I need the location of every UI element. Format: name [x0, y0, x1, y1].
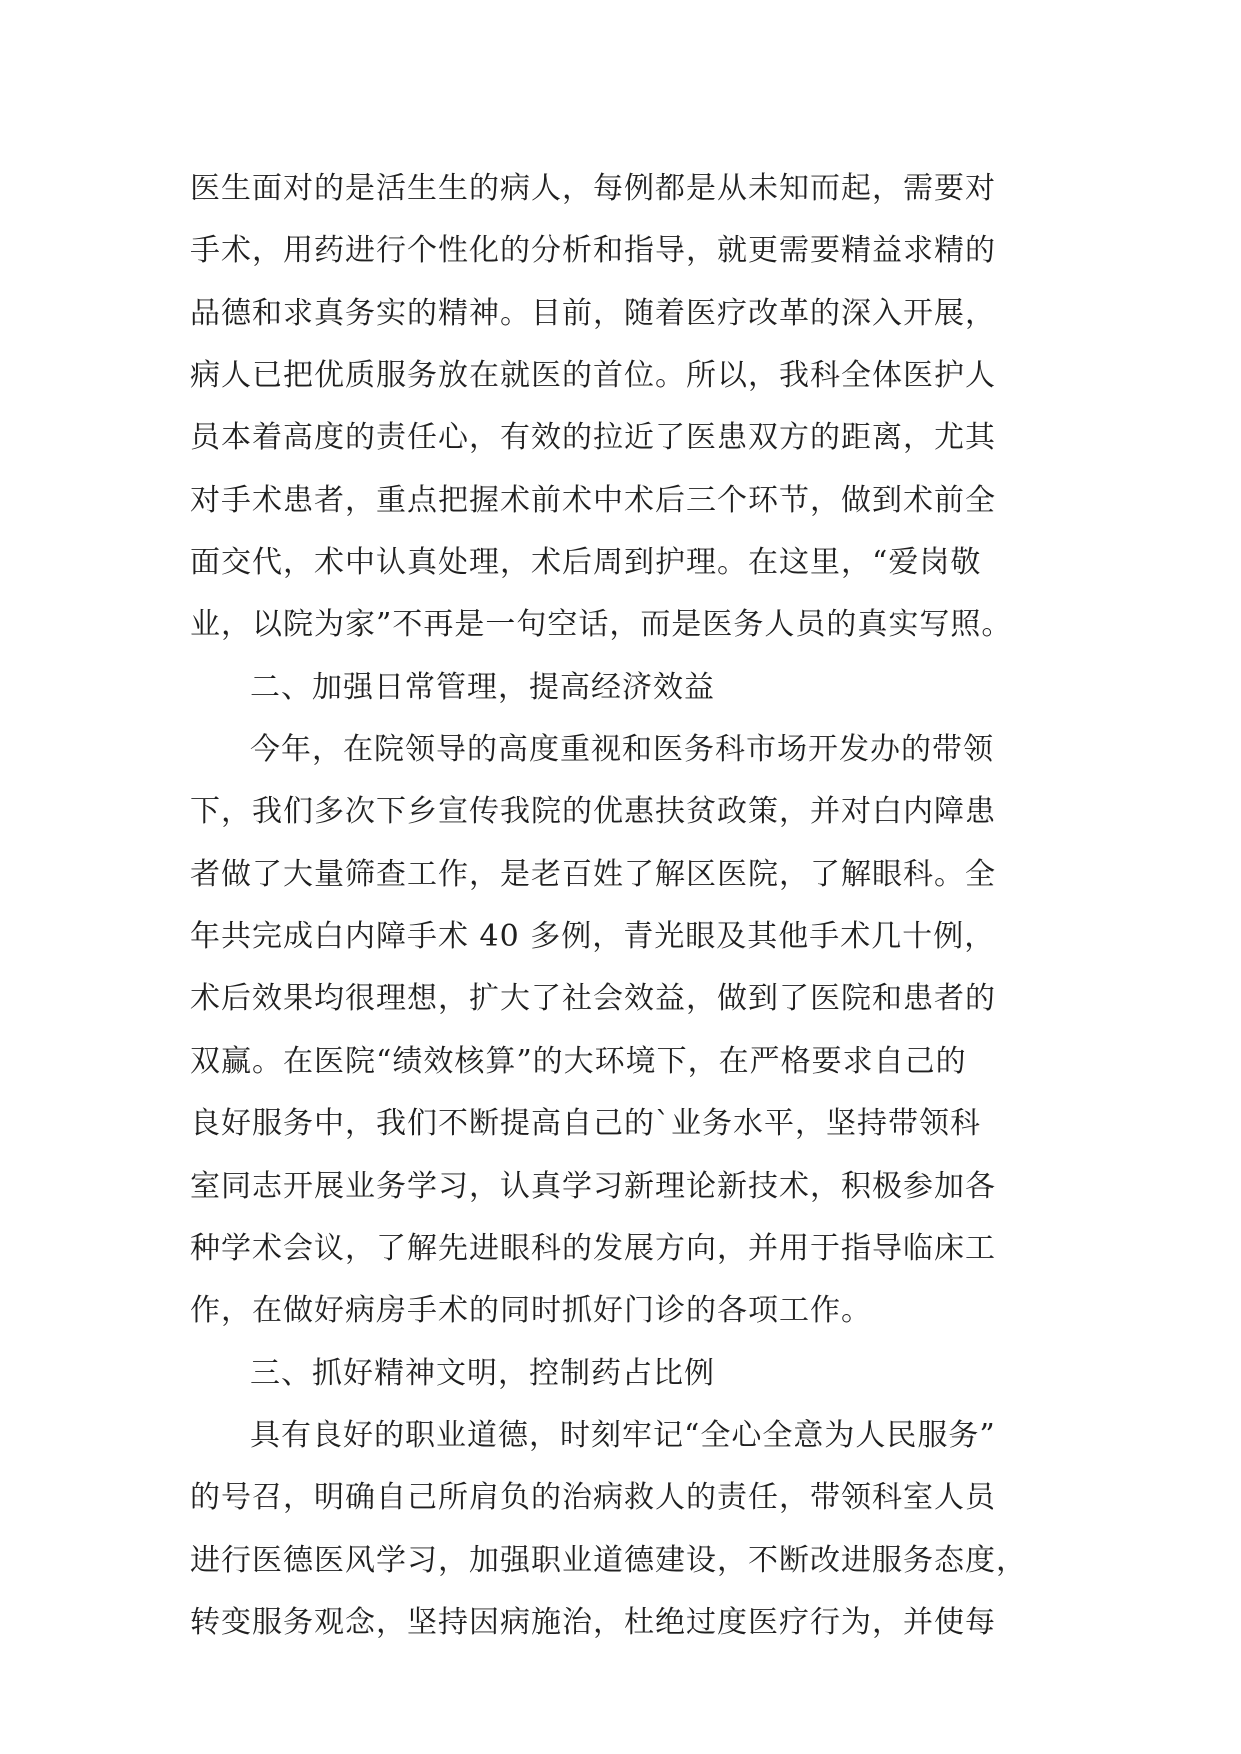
text-line: 手术，用药进行个性化的分析和指导，就更需要精益求精的: [190, 233, 996, 269]
text-line: 医生面对的是活生生的病人，每例都是从未知而起，需要对: [190, 171, 996, 206]
text-line: 病人已把优质服务放在就医的首位。所以，我科全体医护人: [190, 358, 996, 394]
text-line: 作，在做好病房手术的同时抓好门诊的各项工作。: [190, 1293, 872, 1329]
text-line: 进行医德医风学习，加强职业道德建设，不断改进服务态度，: [190, 1542, 1027, 1578]
text-line: 者做了大量筛查工作，是老百姓了解区医院，了解眼科。全: [190, 856, 996, 892]
text-line: 对手术患者，重点把握术前术中术后三个环节，做到术前全: [190, 482, 996, 518]
section-heading: 二、加强日常管理，提高经济效益: [250, 669, 715, 705]
section-heading: 三、抓好精神文明，控制药占比例: [250, 1355, 715, 1391]
text-line: 员本着高度的责任心，有效的拉近了医患双方的距离，尤其: [190, 420, 996, 456]
text-line: 室同志开展业务学习，认真学习新理论新技术，积极参加各: [190, 1168, 996, 1204]
paragraph-first-line: 今年，在院领导的高度重视和医务科市场开发办的带领: [250, 732, 994, 768]
text-line: 的号召，明确自己所肩负的治病救人的责任，带领科室人员: [190, 1480, 996, 1516]
text-line: 双赢。在医院“绩效核算”的大环境下，在严格要求自己的: [190, 1043, 967, 1079]
text-line: 种学术会议，了解先进眼科的发展方向，并用于指导临床工: [190, 1230, 996, 1266]
text-line: 年共完成白内障手术 40 多例，青光眼及其他手术几十例，: [190, 919, 996, 955]
document-body: [190, 158, 1050, 1654]
text-line: 业，以院为家”不再是一句空话，而是医务人员的真实写照。: [190, 607, 1013, 643]
text-line: 良好服务中，我们不断提高自己的`业务水平，坚持带领科: [190, 1106, 981, 1142]
paragraph-first-line: 具有良好的职业道德，时刻牢记“全心全意为人民服务”: [250, 1417, 996, 1453]
text-line: 下，我们多次下乡宣传我院的优惠扶贫政策，并对白内障患: [190, 794, 996, 830]
text-line: 面交代，术中认真处理，术后周到护理。在这里，“爱岗敬: [190, 545, 982, 581]
text-line: 术后效果均很理想，扩大了社会效益，做到了医院和患者的: [190, 981, 996, 1017]
text-line: 品德和求真务实的精神。目前，随着医疗改革的深入开展，: [190, 295, 996, 331]
text-line: 转变服务观念，坚持因病施治，杜绝过度医疗行为，并使每: [190, 1604, 996, 1640]
